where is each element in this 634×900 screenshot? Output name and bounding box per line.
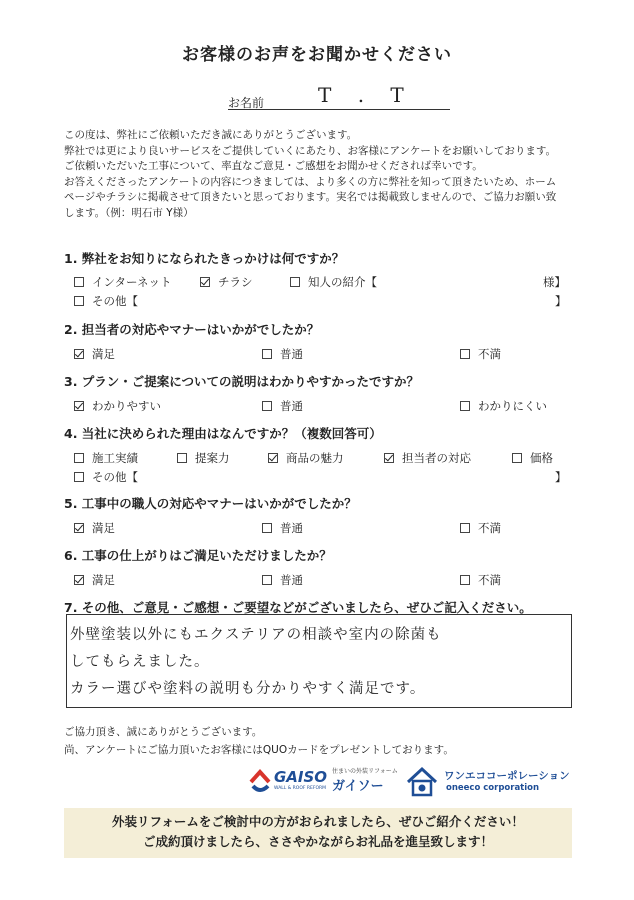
option-normal[interactable]: 普通 (262, 520, 303, 536)
house-icon (404, 764, 440, 798)
intro-line: 弊社では更により良いサービスをご提供していくにあたり、お客様にアンケートをお願いしております。 (64, 144, 557, 157)
oneeco-name-en: oneeco corporation (446, 783, 540, 793)
question-7: 7. その他、ご意見・ご感想・ご要望などがございましたら、ぜひご記入ください。 (64, 600, 532, 615)
option-other[interactable]: その他【 (74, 469, 138, 485)
option-dissatisfied[interactable]: 不満 (460, 520, 501, 536)
question-6: 6. 工事の仕上がりはご満足いただけましたか？ (64, 548, 332, 563)
option-staff[interactable]: 担当者の対応 (384, 450, 471, 466)
banner-line: ご成約頂けましたら、ささやかながらお礼品を進呈致します！ (142, 834, 493, 849)
name-value[interactable]: T . T (318, 83, 414, 107)
checkbox[interactable] (262, 575, 272, 585)
checkbox[interactable] (74, 401, 84, 411)
comment-line: してもらえました。 (70, 654, 210, 670)
checkbox[interactable] (177, 453, 187, 463)
option-hard[interactable]: わかりにくい (460, 398, 547, 414)
option-satisfied[interactable]: 満足 (74, 520, 115, 536)
option-normal[interactable]: 普通 (262, 572, 303, 588)
gaiso-tagline: 住まいの外装リフォーム (332, 768, 398, 775)
checkbox[interactable] (460, 349, 470, 359)
option-satisfied[interactable]: 満足 (74, 572, 115, 588)
checkbox[interactable] (268, 453, 278, 463)
checkbox[interactable] (74, 472, 84, 482)
checkbox[interactable] (74, 296, 84, 306)
intro-line: お答えくださったアンケートの内容につきましては、より多くの方に弊社を知って頂きたいため、ホーム (64, 175, 557, 188)
checkbox[interactable] (74, 277, 84, 287)
comment-line: 外壁塗装以外にもエクステリアの相談や室内の除菌も (70, 627, 442, 643)
option-dissatisfied[interactable]: 不満 (460, 572, 501, 588)
checkbox[interactable] (512, 453, 522, 463)
page-title: お客様のお声をお聞かせください (182, 45, 452, 65)
checkbox[interactable] (460, 523, 470, 533)
checkbox[interactable] (384, 453, 394, 463)
intro-line: ご依頼いただいた工事について、率直なご意見・ご感想をお聞かせくだされば幸いです。 (64, 160, 483, 172)
option-easy[interactable]: わかりやすい (74, 398, 161, 414)
option-normal[interactable]: 普通 (262, 346, 303, 362)
other-close: 】 (555, 470, 567, 484)
checkbox[interactable] (74, 453, 84, 463)
question-2: 2. 担当者の対応やマナーはいかがでしたか？ (64, 322, 320, 337)
thanks-line: ご協力頂き、誠にありがとうございます。 (64, 726, 263, 738)
other-close: 】 (555, 294, 567, 308)
question-1: 1. 弊社をお知りになられたきっかけは何ですか？ (64, 251, 345, 266)
option-proposal[interactable]: 提案力 (177, 450, 230, 466)
option-dissatisfied[interactable]: 不満 (460, 346, 501, 362)
intro-line: します。（例：明石市 Y様） (64, 206, 194, 219)
checkbox[interactable] (262, 349, 272, 359)
name-underline (228, 109, 450, 110)
intro-text (64, 128, 584, 221)
option-product[interactable]: 商品の魅力 (268, 450, 344, 466)
checkbox[interactable] (74, 349, 84, 359)
intro-line: ページやチラシに掲載させて頂きたいと思っております。実名では掲載致しませんので、ご協力お願い致 (64, 191, 557, 203)
comment-line: カラー選びや塗料の説明も分かりやすく満足です。 (70, 681, 426, 697)
gaiso-kana: ガイソー (332, 779, 384, 794)
option-other[interactable]: その他【 (74, 293, 138, 309)
question-4: 4. 当社に決められた理由はなんですか？（複数回答可） (64, 426, 382, 441)
checkbox[interactable] (74, 523, 84, 533)
oneeco-name: ワンエココーポレーション (444, 770, 570, 782)
checkbox[interactable] (460, 575, 470, 585)
gaiso-logo (248, 766, 396, 796)
gaiso-wordmark: GAISO (274, 768, 328, 786)
oneeco-logo (404, 764, 570, 798)
option-track-record[interactable]: 施工実績 (74, 450, 138, 466)
thanks-line: 尚、アンケートにご協力頂いたお客様にはQUOカードをプレゼントしております。 (64, 744, 454, 756)
checkbox[interactable] (290, 277, 300, 287)
referral-banner (64, 808, 572, 858)
checkbox[interactable] (74, 575, 84, 585)
option-satisfied[interactable]: 満足 (74, 346, 115, 362)
option-referral[interactable]: 知人の紹介【 (290, 274, 377, 290)
checkbox[interactable] (262, 523, 272, 533)
question-3: 3. プラン・ご提案についての説明はわかりやすかったですか？ (64, 374, 420, 389)
question-5: 5. 工事中の職人の対応やマナーはいかがでしたか？ (64, 496, 357, 511)
referral-suffix: 様】 (543, 275, 566, 289)
option-normal[interactable]: 普通 (262, 398, 303, 414)
option-price[interactable]: 価格 (512, 450, 553, 466)
intro-line: この度は、弊社にご依頼いただき誠にありがとうございます。 (64, 129, 358, 141)
banner-line: 外装リフォームをご検討中の方がおられましたら、ぜひご紹介ください！ (112, 814, 524, 829)
checkbox[interactable] (200, 277, 210, 287)
option-flyer[interactable]: チラシ (200, 274, 253, 290)
gaiso-sub: WALL & ROOF REFORM (274, 786, 327, 791)
checkbox[interactable] (262, 401, 272, 411)
option-internet[interactable]: インターネット (74, 274, 171, 290)
checkbox[interactable] (460, 401, 470, 411)
name-label: お名前 (228, 96, 265, 110)
